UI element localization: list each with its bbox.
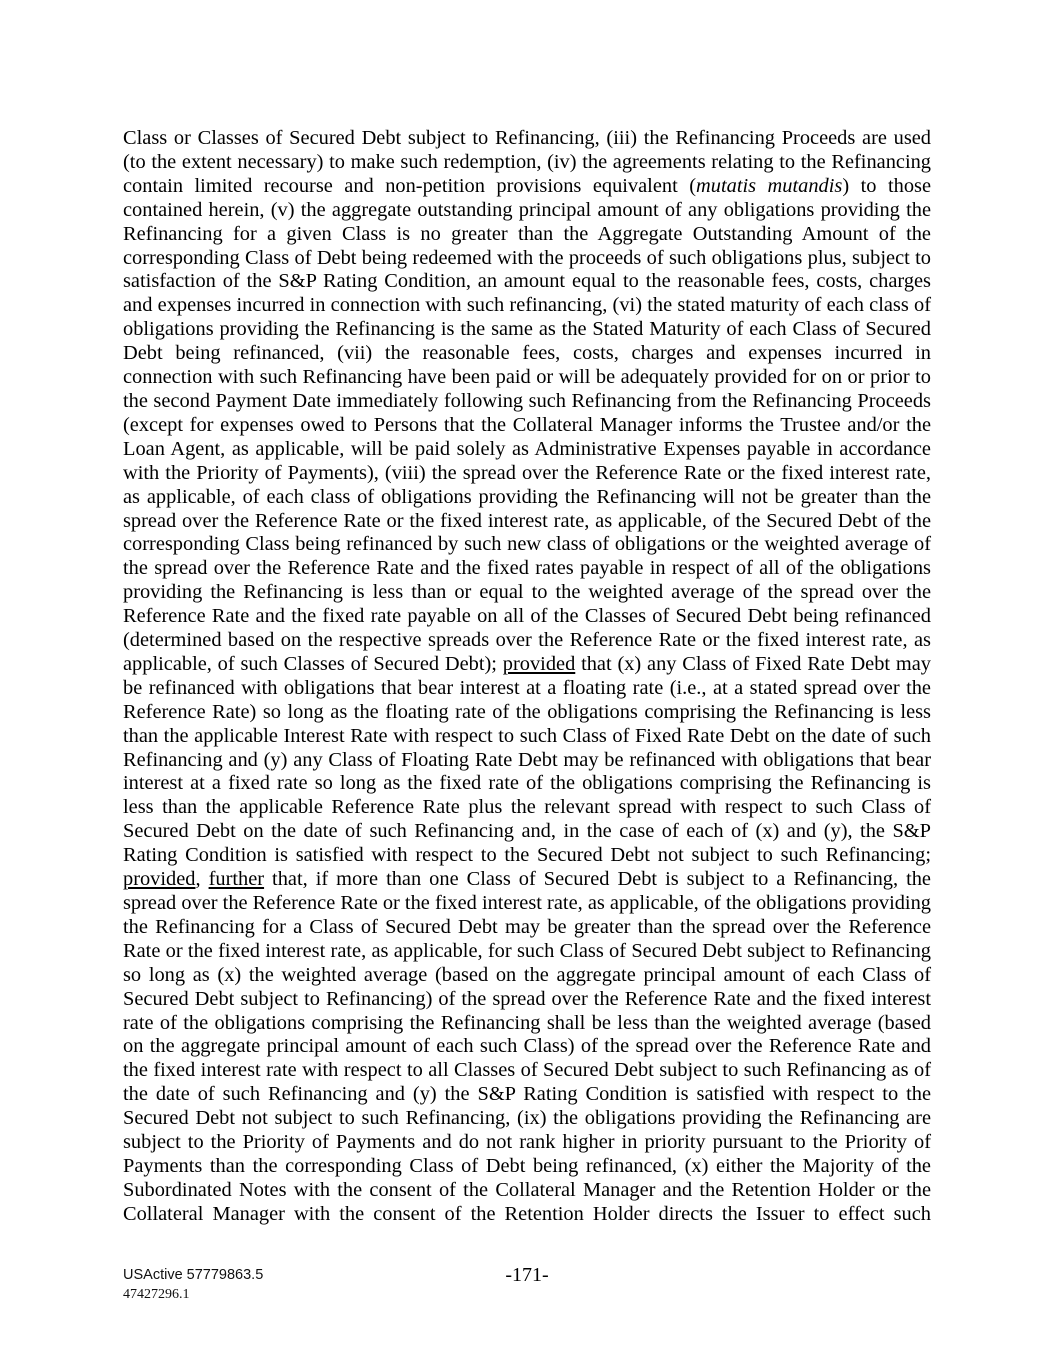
footer-doc-ref-primary: USActive 57779863.5 <box>123 1267 264 1283</box>
text-segment-underline: further <box>208 868 265 891</box>
text-segment-underline: provided <box>123 868 196 891</box>
text-segment-normal: that, if more than one Class of Secured Debt is subject to a Refinancing, the spread over the Reference Rate or the fixed interest rate, as applicable, of the obligations providing the Refinancing for a Class of Secured Debt may be greater than the spread over the Reference Rate or the fixed interest rate, as applicable, for such Class of Secured Debt subject to Refinancing so long as (x) the weighted average (based on the aggregate principal amount of each Class of Secured Debt subject to Refinancing) of the spread over the Reference Rate and the fixed interest rate of the obligations comprising the Refinancing shall be less than the weighted average (based on the aggregate principal amount of each such Class) of the spread over the Reference Rate and the fixed interest rate with respect to all Classes of Secured Debt subject to such Refinancing as of the date of such Refinancing and (y) the S&P Rating Condition is satisfied with respect to the Secured Debt not subject to such Refinancing, (ix) the obligations providing the Refinancing are subject to the Priority of Payments and do not rank higher in priority pursuant to the Priority of Payments than the corresponding Class of Debt being refinanced, (x) either the Majority of the Subordinated Notes with the consent of the Collateral Manager and the Retention Holder or the Collateral Manager with the consent of the Retention Holder directs the Issuer to effect such <box>123 868 931 1225</box>
text-segment-normal: , <box>195 868 209 891</box>
text-segment-normal: that (x) any Class of Fixed Rate Debt may be refinanced with obligations that bear interest at a floating rate (i.e., at a stated spread over the Reference Rate) so long as the floating rate of the obligations comprising the Refinancing is less than the applicable Interest Rate with respect to such Class of Fixed Rate Debt on the date of such Refinancing and (y) any Class of Floating Rate Debt may be refinanced with obligations that bear interest at a fixed rate so long as the fixed rate of the obligations comprising the Refinancing is less than the applicable Reference Rate plus the relevant spread with respect to such Class of Secured Debt on the date of such Refinancing and, in the case of each of (x) and (y), the S&P Rating Condition is satisfied with respect to the Secured Debt not subject to such Refinancing; <box>123 652 931 867</box>
text-segment-normal: ) to those contained herein, (v) the aggregate outstanding principal amount of any obligations providing the Refinancing for a given Class is no greater than the Aggregate Outstanding Amount of the corresponding Class of Debt being redeemed with the proceeds of such obligations plus, subject to satisfaction of the S&P Rating Condition, an amount equal to the reasonable fees, costs, charges and expenses incurred in connection with such refinancing, (vi) the stated maturity of each class of obligations providing the Refinancing is the same as the Stated Maturity of each Class of Secured Debt being refinanced, (vii) the reasonable fees, costs, charges and expenses incurred in connection with such Refinancing have been paid or will be adequately provided for on or prior to the second Payment Date immediately following such Refinancing from the Refinancing Proceeds (except for expenses owed to Persons that the Collateral Manager informs the Trustee and/or the Loan Agent, as applicable, will be paid solely as Administrative Expenses payable in accordance with the Priority of Payments), (viii) the spread over the Reference Rate or the fixed interest rate, as applicable, of each class of obligations providing the Refinancing will not be greater than the spread over the Reference Rate or the fixed interest rate, as applicable, of the Secured Debt of the corresponding Class being refinanced by such new class of obligations or the weighted average of the spread over the Reference Rate and the fixed rates payable in respect of all of the obligations providing the Refinancing is less than or equal to the weighted average of the spread over the Reference Rate and the fixed rate payable on all of the Classes of Secured Debt being refinanced (determined based on the respective spreads over the Reference Rate or the fixed interest rate, as applicable, of such Classes of Secured Debt); <box>123 174 932 675</box>
footer-doc-ref-secondary: 47427296.1 <box>123 1287 190 1302</box>
text-segment-normal: Class or Classes of Secured Debt subject to Refinancing, (iii) the Refinancing Proceeds are used (to the extent necessary) to make such redemption, (iv) the agreements relating to the Refinancing contain limited recourse and non-petition provisions equivalent ( <box>123 127 931 197</box>
body-paragraph <box>123 127 931 1227</box>
text-segment-underline: provided <box>502 652 576 675</box>
page-number: -171- <box>505 1264 549 1286</box>
text-segment-italic: mutatis mutandis <box>696 174 843 197</box>
